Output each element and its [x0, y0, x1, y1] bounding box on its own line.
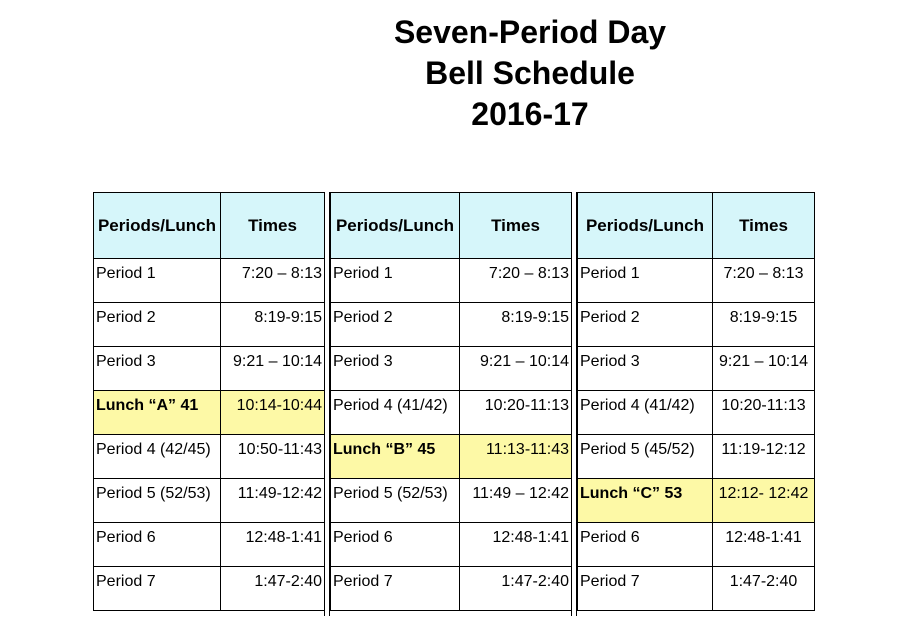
period-name-cell: Period 5 (52/53)	[331, 479, 460, 523]
time-cell: 11:13-11:43	[460, 435, 572, 479]
period-row	[331, 303, 572, 347]
time-cell: 11:19-12:12	[713, 435, 815, 479]
period-row	[331, 259, 572, 303]
time-cell: 10:50-11:43	[221, 435, 325, 479]
period-row	[94, 523, 325, 567]
time-cell: 12:48-1:41	[460, 523, 572, 567]
period-name-cell: Period 3	[578, 347, 713, 391]
lunch-row	[94, 391, 325, 435]
time-cell: 8:19-9:15	[460, 303, 572, 347]
period-row	[331, 567, 572, 611]
period-name-cell: Lunch “B” 45	[331, 435, 460, 479]
schedule-body-a	[94, 259, 325, 611]
schedule-body-b	[331, 259, 572, 611]
schedule-body-c	[578, 259, 815, 611]
period-name-cell: Period 3	[331, 347, 460, 391]
period-name-cell: Period 1	[331, 259, 460, 303]
lunch-row	[331, 435, 572, 479]
period-name-cell: Period 6	[94, 523, 221, 567]
header-row	[578, 193, 815, 259]
period-row	[578, 391, 815, 435]
period-row	[94, 567, 325, 611]
period-row	[331, 391, 572, 435]
time-cell: 11:49 – 12:42	[460, 479, 572, 523]
period-name-cell: Period 7	[331, 567, 460, 611]
time-cell: 1:47-2:40	[460, 567, 572, 611]
schedule-table-a	[93, 192, 325, 611]
time-cell: 9:21 – 10:14	[460, 347, 572, 391]
header-times: Times	[221, 193, 325, 259]
period-row	[331, 523, 572, 567]
period-name-cell: Period 6	[578, 523, 713, 567]
period-row	[94, 435, 325, 479]
header-row	[94, 193, 325, 259]
page-title	[330, 12, 730, 135]
period-name-cell: Period 7	[578, 567, 713, 611]
period-row	[331, 347, 572, 391]
time-cell: 10:14-10:44	[221, 391, 325, 435]
period-row	[94, 479, 325, 523]
period-row	[578, 303, 815, 347]
time-cell: 8:19-9:15	[713, 303, 815, 347]
time-cell: 11:49-12:42	[221, 479, 325, 523]
lunch-row	[578, 479, 815, 523]
time-cell: 9:21 – 10:14	[221, 347, 325, 391]
time-cell: 8:19-9:15	[221, 303, 325, 347]
time-cell: 12:12- 12:42	[713, 479, 815, 523]
schedule-table-b	[330, 192, 572, 611]
period-name-cell: Period 6	[331, 523, 460, 567]
time-cell: 12:48-1:41	[221, 523, 325, 567]
time-cell: 9:21 – 10:14	[713, 347, 815, 391]
header-times: Times	[713, 193, 815, 259]
period-name-cell: Period 4 (41/42)	[578, 391, 713, 435]
time-cell: 7:20 – 8:13	[221, 259, 325, 303]
period-name-cell: Period 4 (41/42)	[331, 391, 460, 435]
header-periods: Periods/Lunch	[578, 193, 713, 259]
time-cell: 1:47-2:40	[221, 567, 325, 611]
time-cell: 7:20 – 8:13	[460, 259, 572, 303]
period-name-cell: Period 5 (45/52)	[578, 435, 713, 479]
title-line-1: Seven-Period Day	[393, 14, 667, 50]
time-cell: 10:20-11:13	[713, 391, 815, 435]
period-row	[331, 479, 572, 523]
period-name-cell: Period 7	[94, 567, 221, 611]
schedule-table-c	[577, 192, 815, 611]
period-name-cell: Lunch “A” 41	[94, 391, 221, 435]
period-name-cell: Lunch “C” 53	[578, 479, 713, 523]
time-cell: 7:20 – 8:13	[713, 259, 815, 303]
period-name-cell: Period 4 (42/45)	[94, 435, 221, 479]
period-row	[94, 259, 325, 303]
period-name-cell: Period 2	[94, 303, 221, 347]
period-name-cell: Period 1	[94, 259, 221, 303]
period-name-cell: Period 5 (52/53)	[94, 479, 221, 523]
time-cell: 12:48-1:41	[713, 523, 815, 567]
period-row	[94, 303, 325, 347]
period-name-cell: Period 2	[578, 303, 713, 347]
period-row	[578, 347, 815, 391]
header-periods: Periods/Lunch	[94, 193, 221, 259]
period-row	[578, 259, 815, 303]
period-row	[578, 435, 815, 479]
time-cell: 1:47-2:40	[713, 567, 815, 611]
time-cell: 10:20-11:13	[460, 391, 572, 435]
header-times: Times	[460, 193, 572, 259]
period-row	[94, 347, 325, 391]
title-line-3: 2016-17	[471, 96, 589, 132]
header-row	[331, 193, 572, 259]
header-periods: Periods/Lunch	[331, 193, 460, 259]
period-row	[578, 567, 815, 611]
title-line-2: Bell Schedule	[425, 55, 635, 91]
period-name-cell: Period 3	[94, 347, 221, 391]
period-name-cell: Period 1	[578, 259, 713, 303]
period-row	[578, 523, 815, 567]
period-name-cell: Period 2	[331, 303, 460, 347]
